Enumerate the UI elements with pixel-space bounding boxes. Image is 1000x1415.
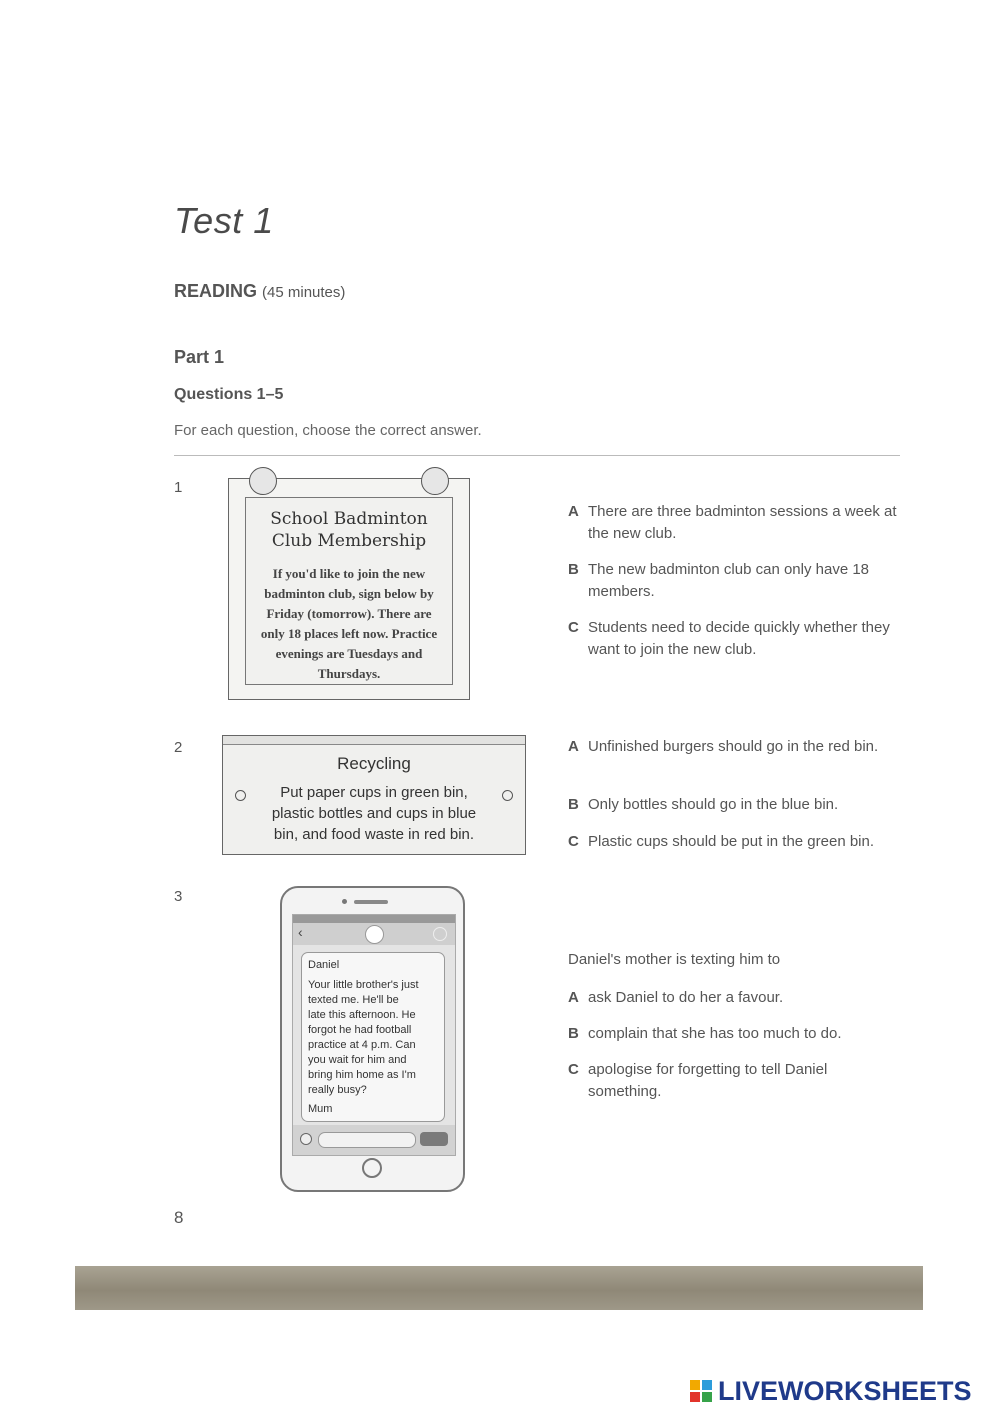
question-3-number: 3 xyxy=(174,888,183,905)
notice-line: only 18 places left now. Practice xyxy=(260,626,438,641)
message-line: you wait for him and xyxy=(308,1054,407,1066)
avatar-icon xyxy=(365,925,384,944)
divider xyxy=(174,455,900,456)
q3-option-b[interactable] xyxy=(568,1023,908,1045)
option-letter: B xyxy=(568,1025,579,1042)
option-text: Students need to decide quickly whether they want to join the new club. xyxy=(588,619,890,658)
sign-edge xyxy=(223,736,525,745)
message-input-bar xyxy=(293,1125,455,1155)
notice-text xyxy=(252,564,446,684)
q1-option-b[interactable] xyxy=(568,559,908,603)
message-line: late this afternoon. He xyxy=(308,1009,416,1021)
screw-icon xyxy=(502,790,513,801)
send-button xyxy=(420,1132,448,1146)
badminton-notice xyxy=(228,478,470,700)
phone-illustration xyxy=(280,886,465,1192)
notice-title-line: School Badminton xyxy=(270,509,428,529)
notice-line: Thursdays. xyxy=(317,666,381,681)
speaker-icon xyxy=(354,900,388,904)
message-line: really busy? xyxy=(308,1084,367,1096)
notice-line: Friday (tomorrow). There are xyxy=(266,606,432,621)
camera-button-icon xyxy=(300,1133,312,1145)
option-letter: C xyxy=(568,1061,579,1078)
sign-line: Put paper cups in green bin, xyxy=(280,784,468,801)
screw-icon xyxy=(235,790,246,801)
option-text: Plastic cups should be put in the green bin. xyxy=(588,833,875,850)
notice-line: badminton club, sign below by xyxy=(264,586,434,601)
instructions: For each question, choose the correct answer. xyxy=(174,422,482,439)
sign-title: Recycling xyxy=(337,754,411,773)
notice-line: evenings are Tuesdays and xyxy=(275,646,423,661)
phone-screen xyxy=(292,914,456,1156)
q3-stem: Daniel's mother is texting him to xyxy=(568,951,781,968)
option-text: The new badminton club can only have 18 members. xyxy=(588,561,870,600)
option-letter: C xyxy=(568,619,579,636)
chat-header xyxy=(293,923,455,945)
sign-text xyxy=(249,782,499,845)
notice-title-line: Club Membership xyxy=(271,531,427,551)
option-text: complain that she has too much to do. xyxy=(588,1025,842,1042)
q1-option-a[interactable] xyxy=(568,501,908,545)
notice-title xyxy=(246,508,452,552)
option-letter: A xyxy=(568,738,579,755)
q1-option-c[interactable] xyxy=(568,617,908,661)
option-text: There are three badminton sessions a week at the new club. xyxy=(588,503,897,542)
message-input xyxy=(318,1132,416,1148)
q2-option-b[interactable] xyxy=(568,794,908,816)
message-sender: Mum xyxy=(308,1103,333,1115)
option-letter: B xyxy=(568,561,579,578)
message-line: practice at 4 p.m. Can xyxy=(308,1039,416,1051)
back-arrow-icon: ‹ xyxy=(298,924,303,940)
question-2-number: 2 xyxy=(174,739,183,756)
liveworksheets-logo-icon xyxy=(690,1380,714,1402)
option-letter: C xyxy=(568,833,579,850)
sign-line: plastic bottles and cups in blue xyxy=(271,805,477,822)
part-heading: Part 1 xyxy=(174,347,225,367)
scan-edge-bar xyxy=(75,1266,923,1310)
message-line: Your little brother's just xyxy=(308,979,419,991)
questions-heading: Questions 1–5 xyxy=(174,386,284,403)
section-name: READING xyxy=(174,281,258,301)
q3-option-a[interactable] xyxy=(568,987,908,1009)
pin-icon xyxy=(249,467,277,495)
page-number: 8 xyxy=(174,1208,184,1227)
message-body xyxy=(308,978,438,1098)
home-button-icon xyxy=(362,1158,382,1178)
option-text: apologise for forgetting to tell Daniel something. xyxy=(588,1061,828,1100)
camera-icon xyxy=(342,899,347,904)
circle-icon xyxy=(433,927,447,941)
option-text: ask Daniel to do her a favour. xyxy=(588,989,784,1006)
pin-icon xyxy=(421,467,449,495)
q3-option-c[interactable] xyxy=(568,1059,908,1103)
recycling-sign xyxy=(222,735,526,855)
notice-paper xyxy=(245,497,453,685)
test-title: Test 1 xyxy=(174,200,274,241)
status-bar xyxy=(293,915,455,923)
option-text: Unfinished burgers should go in the red bin. xyxy=(588,738,879,755)
message-line: bring him home as I'm xyxy=(308,1069,416,1081)
message-line: texted me. He'll be xyxy=(308,994,399,1006)
option-text: Only bottles should go in the blue bin. xyxy=(588,796,839,813)
section-heading xyxy=(174,281,345,302)
message-recipient: Daniel xyxy=(308,959,340,971)
question-1-number: 1 xyxy=(174,479,183,496)
q2-option-a[interactable] xyxy=(568,736,908,758)
sign-line: bin, and food waste in red bin. xyxy=(273,826,475,843)
message-bubble xyxy=(301,952,445,1122)
watermark-text: LIVEWORKSHEETS xyxy=(718,1376,972,1406)
notice-line: If you'd like to join the new xyxy=(272,566,426,581)
message-line: forgot he had football xyxy=(308,1024,412,1036)
option-letter: A xyxy=(568,989,579,1006)
option-letter: A xyxy=(568,503,579,520)
q2-option-c[interactable] xyxy=(568,831,908,853)
section-duration: (45 minutes) xyxy=(262,284,346,301)
option-letter: B xyxy=(568,796,579,813)
